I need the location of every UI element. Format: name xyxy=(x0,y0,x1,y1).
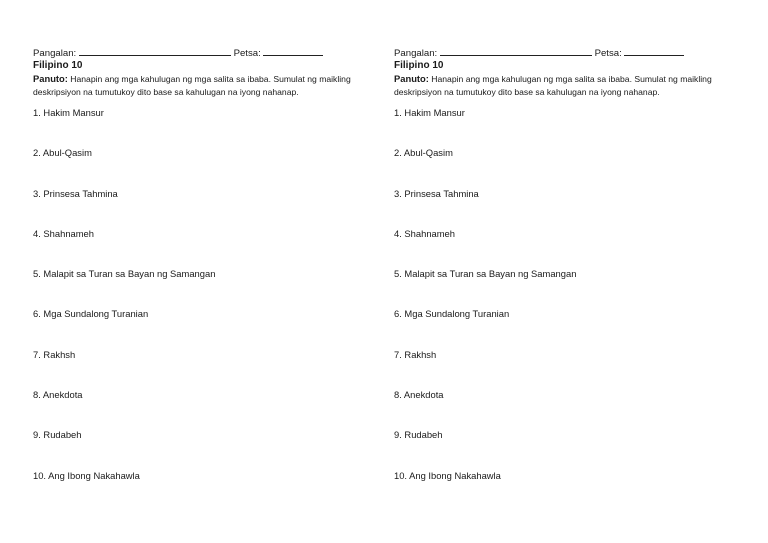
list-item: 3. Prinsesa Tahmina xyxy=(394,187,479,199)
name-blank[interactable] xyxy=(440,46,592,56)
date-label: Petsa: xyxy=(233,48,261,59)
instruction-label: Panuto: xyxy=(394,73,429,84)
list-item: 2. Abul-Qasim xyxy=(33,147,92,159)
list-item: 8. Anekdota xyxy=(394,389,444,401)
instruction-label: Panuto: xyxy=(33,73,68,84)
list-item: 1. Hakim Mansur xyxy=(33,107,104,118)
list-item: 6. Mga Sundalong Turanian xyxy=(394,308,510,320)
list-item: 1. Hakim Mansur xyxy=(394,107,465,118)
list-item: 5. Malapit sa Turan sa Bayan ng Samangan xyxy=(394,268,577,280)
date-blank[interactable] xyxy=(624,46,684,56)
item-list xyxy=(394,106,739,509)
worksheet-left xyxy=(33,46,378,509)
item-list xyxy=(33,106,378,509)
list-item: 2. Abul-Qasim xyxy=(394,147,453,159)
worksheet-right xyxy=(394,46,739,509)
list-item: 10. Ang Ibong Nakahawla xyxy=(394,469,501,481)
name-blank[interactable] xyxy=(79,46,231,56)
list-item: 3. Prinsesa Tahmina xyxy=(33,187,118,199)
name-date-line xyxy=(33,46,378,60)
instruction-text: Hanapin ang mga kahulugan ng mga salita sa ibaba. Sumulat ng maikling deskripsiyon na tumutukoy dito base sa kahulugan na iyong nahanap. xyxy=(394,74,712,97)
worksheet-title: Filipino 10 xyxy=(394,60,444,71)
instruction-text: Hanapin ang mga kahulugan ng mga salita sa ibaba. Sumulat ng maikling deskripsiyon na tumutukoy dito base sa kahulugan na iyong nahanap. xyxy=(33,74,351,97)
name-date-line xyxy=(394,46,739,60)
list-item: 4. Shahnameh xyxy=(33,227,94,239)
worksheet-title: Filipino 10 xyxy=(33,60,83,71)
list-item: 5. Malapit sa Turan sa Bayan ng Samangan xyxy=(33,268,216,280)
name-label: Pangalan: xyxy=(33,48,77,59)
list-item: 9. Rudabeh xyxy=(394,429,443,441)
instructions xyxy=(394,72,734,99)
list-item: 10. Ang Ibong Nakahawla xyxy=(33,469,140,481)
list-item: 6. Mga Sundalong Turanian xyxy=(33,308,149,320)
list-item: 9. Rudabeh xyxy=(33,429,82,441)
list-item: 7. Rakhsh xyxy=(394,348,437,360)
list-item: 7. Rakhsh xyxy=(33,348,76,360)
instructions xyxy=(33,72,373,99)
name-label: Pangalan: xyxy=(394,48,438,59)
list-item: 4. Shahnameh xyxy=(394,227,455,239)
date-blank[interactable] xyxy=(263,46,323,56)
list-item: 8. Anekdota xyxy=(33,389,83,401)
date-label: Petsa: xyxy=(594,48,622,59)
